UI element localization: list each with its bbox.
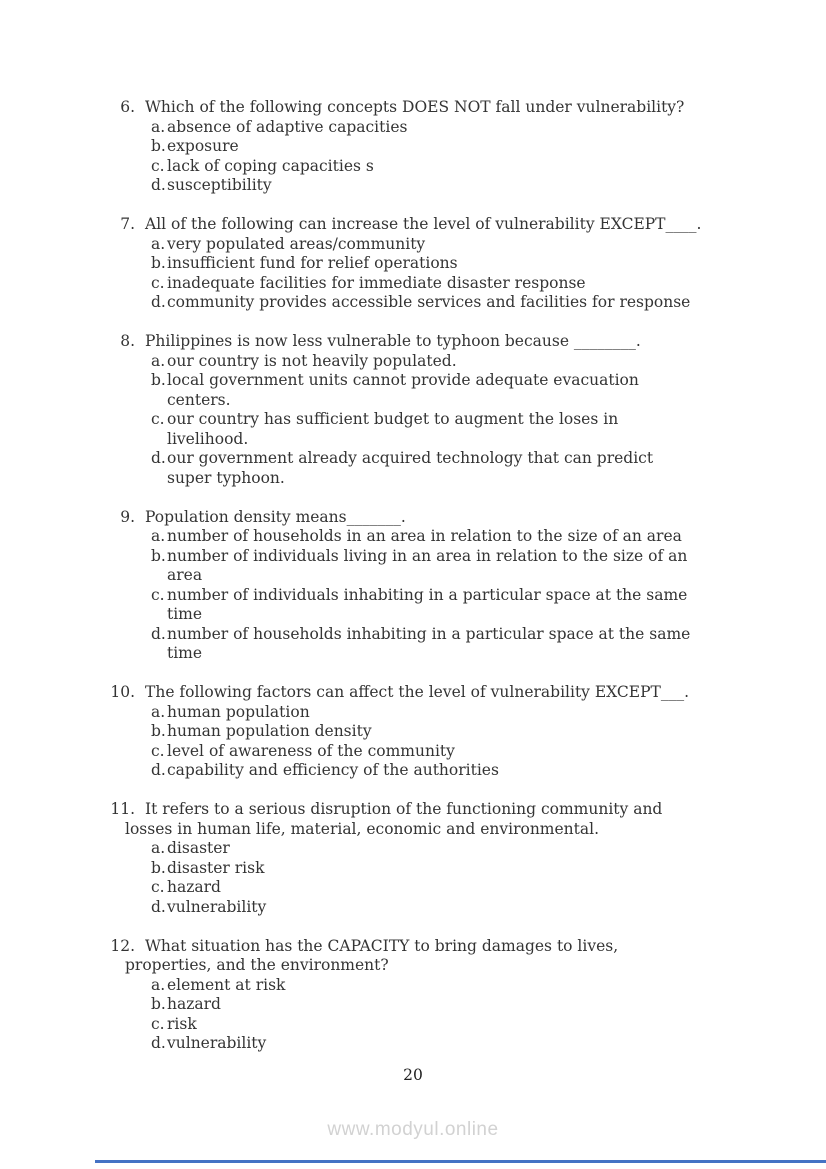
question-text: Philippines is now less vulnerable to typhoon because ________. bbox=[145, 332, 641, 350]
question-first-line bbox=[110, 937, 790, 957]
option-letter: b. bbox=[151, 722, 166, 740]
page-number: 20 bbox=[403, 1066, 423, 1084]
option-letter: d. bbox=[151, 761, 166, 779]
question-block bbox=[110, 937, 790, 1054]
option-text bbox=[167, 878, 221, 898]
option-text-line: area bbox=[167, 566, 203, 584]
option-text bbox=[167, 137, 239, 157]
option-text-line: risk bbox=[167, 1014, 197, 1033]
question-number: 8. bbox=[120, 332, 135, 350]
option-text bbox=[167, 157, 374, 177]
answer-option bbox=[151, 449, 790, 488]
answer-options bbox=[151, 839, 790, 917]
option-text-line: our country is not heavily populated. bbox=[167, 351, 457, 370]
option-text bbox=[167, 995, 221, 1015]
option-text-line: very populated areas/community bbox=[167, 234, 426, 253]
answer-option bbox=[151, 235, 790, 255]
answer-option bbox=[151, 157, 790, 177]
option-text bbox=[167, 742, 455, 762]
option-text-line: our government already acquired technology that can predict bbox=[167, 449, 654, 467]
option-text-line: hazard bbox=[167, 878, 221, 896]
option-text-line: local government units cannot provide adequate evacuation bbox=[167, 371, 639, 389]
answer-option bbox=[151, 1034, 790, 1054]
option-letter: a. bbox=[151, 351, 166, 370]
answer-option bbox=[151, 1015, 790, 1035]
answer-option bbox=[151, 859, 790, 879]
answer-option bbox=[151, 995, 790, 1015]
option-text-line: disaster risk bbox=[167, 858, 265, 877]
answer-option bbox=[151, 742, 790, 762]
option-text-line: human population density bbox=[167, 722, 372, 740]
answer-option bbox=[151, 976, 790, 996]
option-letter: d. bbox=[151, 176, 166, 194]
option-letter: b. bbox=[151, 995, 166, 1013]
question-block bbox=[110, 215, 790, 313]
question-first-line bbox=[110, 332, 790, 352]
question-number: 7. bbox=[120, 215, 135, 233]
question-block bbox=[110, 98, 790, 196]
option-text bbox=[167, 898, 266, 918]
option-letter: a. bbox=[151, 702, 166, 721]
question-number: 12. bbox=[110, 936, 135, 955]
quiz-question-list bbox=[110, 98, 790, 1073]
question-first-line bbox=[110, 215, 790, 235]
option-letter: b. bbox=[151, 254, 166, 272]
question-number: 6. bbox=[120, 98, 135, 116]
answer-options bbox=[151, 235, 790, 313]
option-text-line: livelihood. bbox=[167, 429, 249, 448]
option-text-line: super typhoon. bbox=[167, 468, 285, 487]
question-block bbox=[110, 683, 790, 781]
question-text-continued: losses in human life, material, economic and environmental. bbox=[125, 819, 600, 838]
option-text-line: susceptibility bbox=[167, 176, 272, 194]
question-text: Population density means_______. bbox=[145, 507, 406, 526]
answer-option bbox=[151, 371, 790, 410]
option-text bbox=[167, 761, 499, 781]
option-text bbox=[167, 1034, 266, 1054]
answer-options bbox=[151, 703, 790, 781]
option-text bbox=[167, 410, 618, 449]
answer-options bbox=[151, 976, 790, 1054]
answer-option bbox=[151, 761, 790, 781]
option-text bbox=[167, 293, 690, 313]
answer-option bbox=[151, 547, 790, 586]
option-text bbox=[167, 449, 653, 488]
option-letter: c. bbox=[151, 878, 165, 896]
answer-option bbox=[151, 176, 790, 196]
option-text-line: absence of adaptive capacities bbox=[167, 117, 408, 136]
option-text bbox=[167, 118, 407, 138]
question-first-line bbox=[110, 98, 790, 118]
option-text bbox=[167, 527, 682, 547]
question-first-line bbox=[110, 683, 790, 703]
option-text-line: capability and efficiency of the authorities bbox=[167, 761, 499, 779]
option-letter: d. bbox=[151, 1034, 166, 1052]
option-text-line: insufficient fund for relief operations bbox=[167, 254, 458, 272]
option-text bbox=[167, 1015, 197, 1035]
answer-option bbox=[151, 293, 790, 313]
option-text-line: community provides accessible services and facilities for response bbox=[167, 293, 691, 311]
option-text-line: number of households inhabiting in a particular space at the same bbox=[167, 624, 691, 643]
answer-option bbox=[151, 352, 790, 372]
watermark-url-text: www.modyul.online bbox=[327, 1119, 499, 1140]
option-text bbox=[167, 176, 272, 196]
answer-option bbox=[151, 410, 790, 449]
answer-option bbox=[151, 898, 790, 918]
option-text-line: number of households in an area in relation to the size of an area bbox=[167, 527, 682, 545]
question-number: 9. bbox=[120, 507, 135, 526]
question-block bbox=[110, 508, 790, 664]
question-text-continued: properties, and the environment? bbox=[125, 956, 389, 974]
option-text bbox=[167, 274, 586, 294]
option-text bbox=[167, 352, 457, 372]
question-block bbox=[110, 332, 790, 488]
option-text bbox=[167, 839, 230, 859]
option-text-line: exposure bbox=[167, 137, 239, 155]
option-letter: b. bbox=[151, 546, 166, 565]
question-first-line bbox=[110, 508, 790, 528]
option-letter: d. bbox=[151, 449, 166, 467]
option-letter: d. bbox=[151, 293, 166, 311]
option-text bbox=[167, 547, 687, 586]
answer-options bbox=[151, 352, 790, 489]
answer-option bbox=[151, 527, 790, 547]
option-letter: d. bbox=[151, 624, 166, 643]
option-text-line: lack of coping capacities s bbox=[167, 156, 374, 175]
option-letter: c. bbox=[151, 273, 165, 292]
option-text-line: time bbox=[167, 644, 203, 662]
option-text-line: time bbox=[167, 605, 203, 623]
option-letter: c. bbox=[151, 410, 165, 428]
option-text bbox=[167, 976, 285, 996]
question-text: What situation has the CAPACITY to bring damages to lives, bbox=[145, 936, 619, 955]
question-number: 11. bbox=[110, 800, 135, 818]
option-letter: a. bbox=[151, 975, 166, 994]
answer-option bbox=[151, 274, 790, 294]
question-text: The following factors can affect the level of vulnerability EXCEPT___. bbox=[145, 683, 690, 701]
option-text-line: element at risk bbox=[167, 975, 286, 994]
option-text-line: vulnerability bbox=[167, 897, 267, 916]
answer-option bbox=[151, 118, 790, 138]
answer-option bbox=[151, 703, 790, 723]
option-text bbox=[167, 722, 372, 742]
question-number: 10. bbox=[110, 683, 135, 701]
option-text-line: level of awareness of the community bbox=[167, 741, 455, 760]
question-text: Which of the following concepts DOES NOT fall under vulnerability? bbox=[145, 98, 685, 116]
option-letter: a. bbox=[151, 839, 166, 857]
answer-option bbox=[151, 722, 790, 742]
answer-option bbox=[151, 839, 790, 859]
option-letter: c. bbox=[151, 1014, 165, 1033]
option-letter: a. bbox=[151, 234, 166, 253]
option-text-line: inadequate facilities for immediate disaster response bbox=[167, 273, 586, 292]
option-text-line: centers. bbox=[167, 390, 231, 409]
option-text bbox=[167, 235, 425, 255]
option-letter: c. bbox=[151, 585, 165, 604]
answer-option bbox=[151, 625, 790, 664]
option-letter: b. bbox=[151, 858, 166, 877]
option-letter: b. bbox=[151, 137, 166, 155]
question-text: It refers to a serious disruption of the functioning community and bbox=[145, 800, 663, 818]
option-text-line: disaster bbox=[167, 839, 230, 857]
option-text-line: number of individuals inhabiting in a particular space at the same bbox=[167, 585, 688, 604]
option-text-line: number of individuals living in an area in relation to the size of an bbox=[167, 546, 688, 565]
option-text bbox=[167, 703, 310, 723]
option-letter: d. bbox=[151, 897, 166, 916]
option-letter: a. bbox=[151, 117, 166, 136]
option-text bbox=[167, 625, 690, 664]
answer-option bbox=[151, 137, 790, 157]
answer-options bbox=[151, 527, 790, 664]
option-letter: c. bbox=[151, 741, 165, 760]
answer-option bbox=[151, 254, 790, 274]
option-letter: b. bbox=[151, 371, 166, 389]
question-block bbox=[110, 800, 790, 917]
option-text-line: vulnerability bbox=[167, 1034, 267, 1052]
option-text-line: hazard bbox=[167, 995, 221, 1013]
option-text bbox=[167, 859, 264, 879]
option-text bbox=[167, 371, 639, 410]
option-letter: a. bbox=[151, 527, 166, 545]
question-first-line bbox=[110, 800, 790, 820]
option-text-line: human population bbox=[167, 702, 310, 721]
option-text-line: our country has sufficient budget to augment the loses in bbox=[167, 410, 619, 428]
answer-option bbox=[151, 586, 790, 625]
footer-rule-line bbox=[95, 1160, 826, 1163]
option-letter: c. bbox=[151, 156, 165, 175]
question-text: All of the following can increase the level of vulnerability EXCEPT____. bbox=[145, 215, 702, 233]
option-text bbox=[167, 254, 458, 274]
option-text bbox=[167, 586, 687, 625]
answer-options bbox=[151, 118, 790, 196]
answer-option bbox=[151, 878, 790, 898]
